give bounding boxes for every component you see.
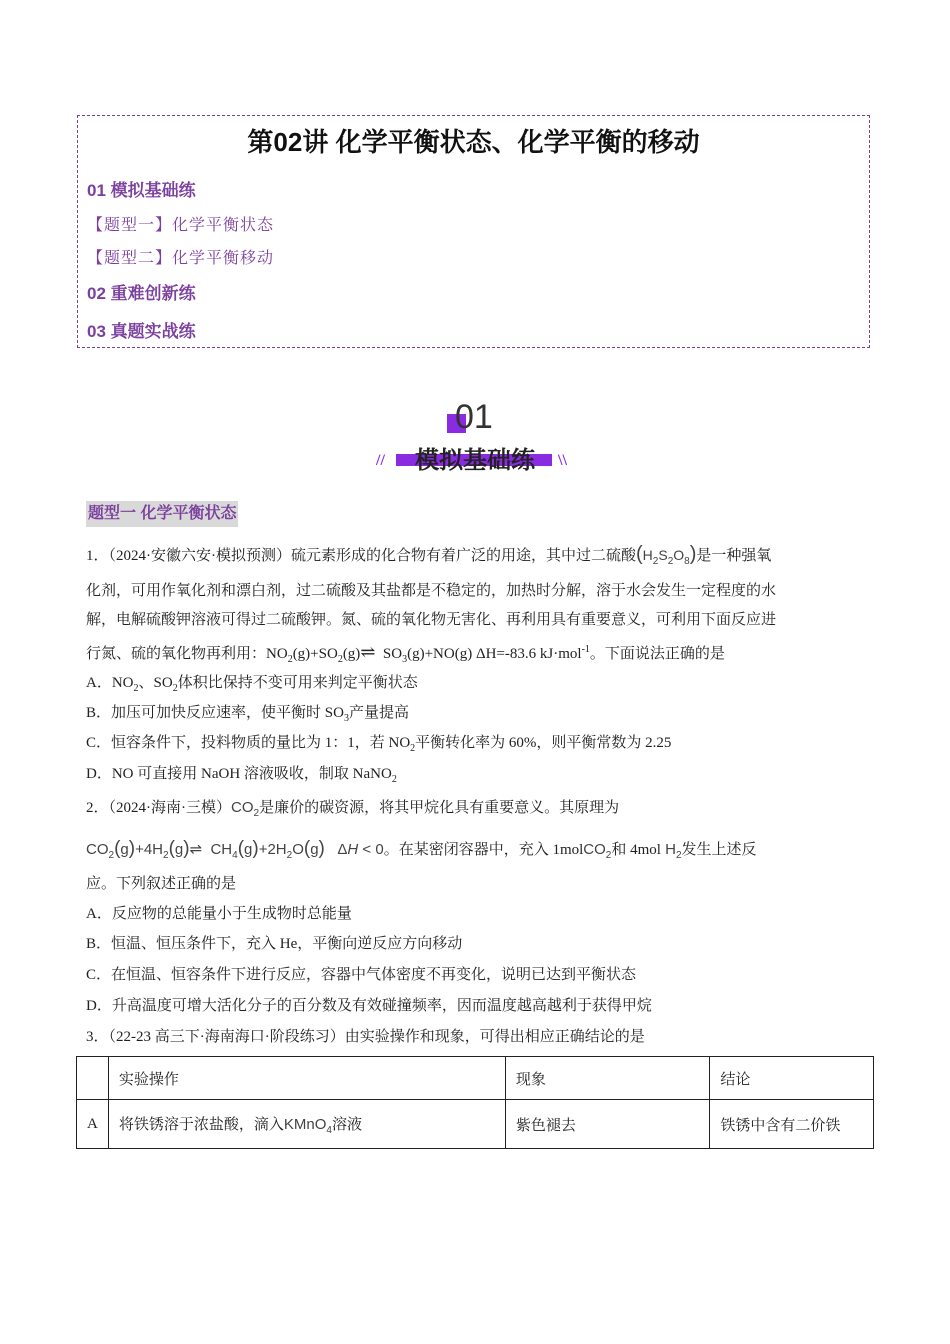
formula-kmno4: KMnO$_4$ (283, 1115, 332, 1136)
table-header-cell: 结论 (710, 1057, 874, 1100)
option-text: 平衡转化率为 60%，则平衡常数为 2.25 (415, 735, 672, 751)
q1-text: 。下面说法正确的是 (589, 646, 725, 662)
table-header-cell: 现象 (505, 1057, 710, 1100)
option-text: B．加压可加快反应速率，使平衡时 SO (86, 705, 344, 721)
table-cell-phenomenon: 紫色褪去 (505, 1100, 710, 1149)
q2-line-1 (86, 797, 619, 825)
q2-line-3: 应。下列叙述正确的是 (86, 876, 237, 892)
option-text: 、SO (138, 675, 173, 691)
q1-line-2: 化剂，可用作氧化剂和漂白剂，过二硫酸及其盐都是不稳定的，加热时分解，溶于水会发生一定程度的水 (86, 583, 777, 599)
table-header-cell: 实验操作 (108, 1057, 505, 1100)
toc-type-2[interactable]: 【题型二】化学平衡移动 (87, 248, 275, 267)
q2-line-2 (86, 838, 757, 867)
option-text: 产量提高 (348, 705, 409, 721)
q2-option-d[interactable]: D．升高温度可增大活化分子的百分数及有效碰撞频率，因而温度越高越利于获得甲烷 (86, 998, 652, 1014)
q1-option-c[interactable]: C．恒容条件下，投料物质的量比为 1：1，若 $NO_2$平衡转化率为 60%，则平衡常数为 2.25 (86, 735, 672, 754)
banner-number: 01 (455, 398, 493, 436)
q1-text: 行氮、硫的氧化物再利用： (86, 646, 267, 662)
cell-text: 将铁锈溶于浓盐酸，滴入 (118, 1116, 284, 1133)
toc-section-2[interactable]: 02 重难创新练 (87, 284, 196, 303)
section-heading: 题型一 化学平衡状态 (86, 501, 238, 527)
q1-text: 是一种强氧 (696, 548, 772, 564)
section-banner (370, 396, 580, 476)
row-label: A (77, 1100, 109, 1149)
page-title: 第02讲 化学平衡状态、化学平衡的移动 (247, 127, 700, 157)
q2-text: 和 4mol (611, 842, 661, 858)
table-of-contents (77, 115, 870, 348)
q1-line-1 (86, 543, 771, 573)
q3-line-1: 3．（22-23 高三下·海南海口·阶段练习）由实验操作和现象，可得出相应正确结论的是 (86, 1029, 645, 1045)
reaction-equation-methanation: $CO_2(g)+4H_2(g)\rightleftharpoons$ $CH_4(g)+2H_2O(g) \Delta H < 0$ (86, 838, 384, 861)
q1-text: 1．（2024·安徽六安·模拟预测）硫元素形成的化合物有着广泛的用途，其中过二硫酸 (86, 548, 636, 564)
banner-slash-left: // (376, 452, 385, 469)
banner-slash-right: \\ (558, 452, 567, 469)
q1-option-a[interactable]: A．$NO_2$、$SO_2$体积比保持不变可用来判定平衡状态 (86, 675, 418, 694)
q2-text: 是廉价的碳资源，将其甲烷化具有重要意义。其原理为 (259, 800, 620, 816)
table-cell-conclusion: 铁锈中含有二价铁 (710, 1100, 874, 1149)
q2-text: 。在某密闭容器中，充入 1mol (383, 842, 584, 858)
q1-line-4 (86, 639, 725, 671)
formula-h2s2o8: $(H_2S_2O_8)$ (636, 543, 697, 567)
formula-h2: $H_2$ (660, 841, 682, 861)
q1-option-b[interactable]: B．加压可加快反应速率，使平衡时 $SO_3$产量提高 (86, 705, 409, 724)
toc-section-1[interactable]: 01 模拟基础练 (87, 181, 196, 200)
option-text: D．NO 可直接用 NaOH 溶液吸收，制取 NaNO (86, 766, 392, 782)
table-header-cell (77, 1057, 109, 1100)
q2-option-a[interactable]: A．反应物的总能量小于生成物时总能量 (86, 906, 352, 922)
formula-co2: $CO_2$ (231, 799, 260, 819)
q1-line-3: 解，电解硫酸钾溶液可得过二硫酸钾。氮、硫的氧化物无害化、再利用具有重要意义，可利用下面反应进 (86, 612, 777, 628)
option-text: A．NO (86, 675, 134, 691)
reaction-equation: $NO_2(g)+SO_2(g)\rightleftharpoons$ $SO_3(g)+NO(g)$ ΔH=-83.6 kJ·mol$^{-1}$ (266, 642, 590, 665)
toc-type-1[interactable]: 【题型一】化学平衡状态 (87, 215, 275, 234)
toc-section-3[interactable]: 03 真题实战练 (87, 322, 196, 341)
q1-option-d[interactable]: D．NO 可直接用 NaOH 溶液吸收，制取 NaNO$_2$ (86, 766, 397, 785)
table-cell-operation (108, 1100, 505, 1149)
q2-text: 2．（2024·海南·三模） (86, 800, 231, 816)
q2-option-b[interactable]: B．恒温、恒压条件下，充入 He，平衡向逆反应方向移动 (86, 936, 463, 952)
option-text: 体积比保持不变可用来判定平衡状态 (177, 675, 418, 691)
banner-label: 模拟基础练 (415, 447, 535, 474)
table-header-row (77, 1057, 874, 1100)
q2-option-c[interactable]: C．在恒温、恒容条件下进行反应，容器中气体密度不再变化，说明已达到平衡状态 (86, 967, 637, 983)
option-text: C．恒容条件下，投料物质的量比为 1：1，若 NO (86, 735, 411, 751)
cell-text: 溶液 (331, 1116, 362, 1133)
experiment-table (76, 1056, 874, 1149)
table-row (77, 1100, 874, 1149)
q2-text: 发生上述反 (681, 842, 757, 858)
formula-co2: $CO_2$ (583, 841, 612, 861)
